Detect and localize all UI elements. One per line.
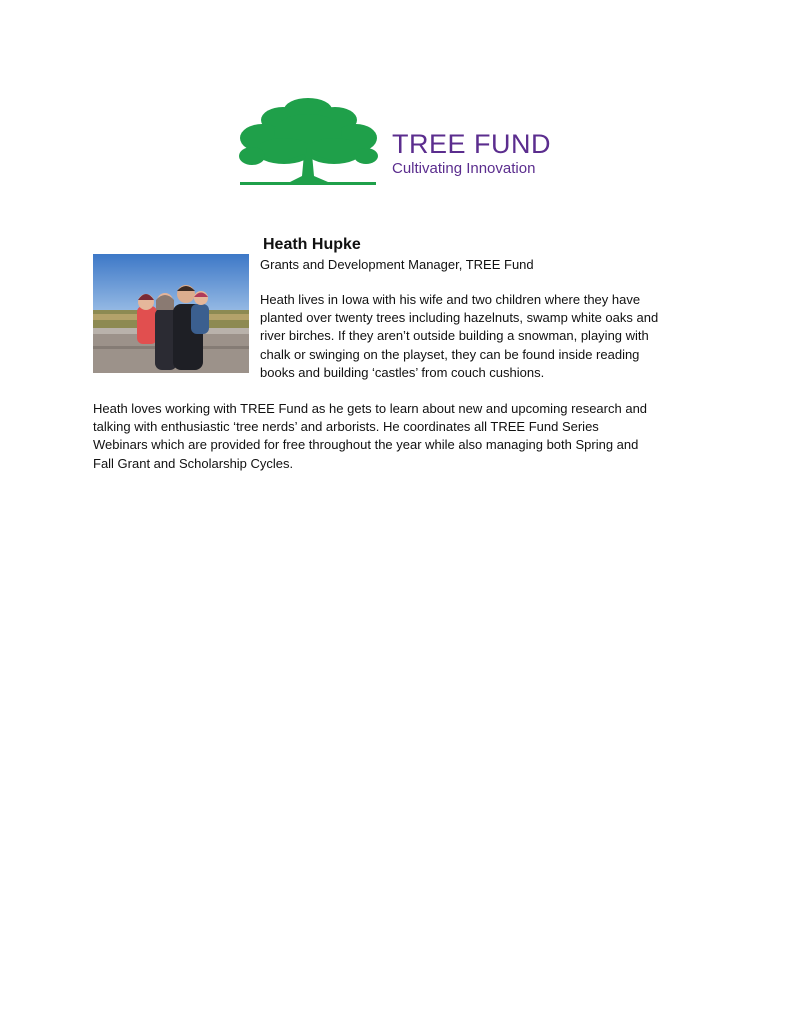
bio-paragraph-2	[93, 400, 703, 473]
bio-paragraph-1	[260, 291, 700, 382]
tree-fund-logo	[238, 96, 558, 192]
bio-line: chalk or swinging on the playset, they can be found inside reading	[260, 346, 640, 362]
bio-line: Fall Grant and Scholarship Cycles.	[93, 455, 294, 471]
bio-line: books and building ‘castles’ from couch cushions.	[260, 364, 545, 380]
oak-tree-icon	[238, 96, 380, 188]
brand-name: TREE FUND	[392, 129, 551, 159]
bio-line: talking with enthusiastic ‘tree nerds’ and arborists. He coordinates all TREE Fund Series	[93, 419, 599, 435]
bio-line: Webinars which are provided for free throughout the year while also managing both Spring and	[93, 437, 639, 453]
bio-line: Heath loves working with TREE Fund as he gets to learn about new and upcoming research and	[93, 401, 648, 416]
bio-line: Heath lives in Iowa with his wife and two children where they have	[260, 292, 641, 307]
brand-tagline: Cultivating Innovation	[392, 160, 536, 177]
bio-line: river birches. If they aren’t outside building a snowman, playing with	[260, 328, 649, 344]
person-title: Grants and Development Manager, TREE Fund	[260, 257, 534, 272]
person-name: Heath Hupke	[263, 236, 361, 253]
family-photo	[93, 254, 249, 373]
bio-line: planted over twenty trees including hazelnuts, swamp white oaks and	[260, 310, 659, 326]
